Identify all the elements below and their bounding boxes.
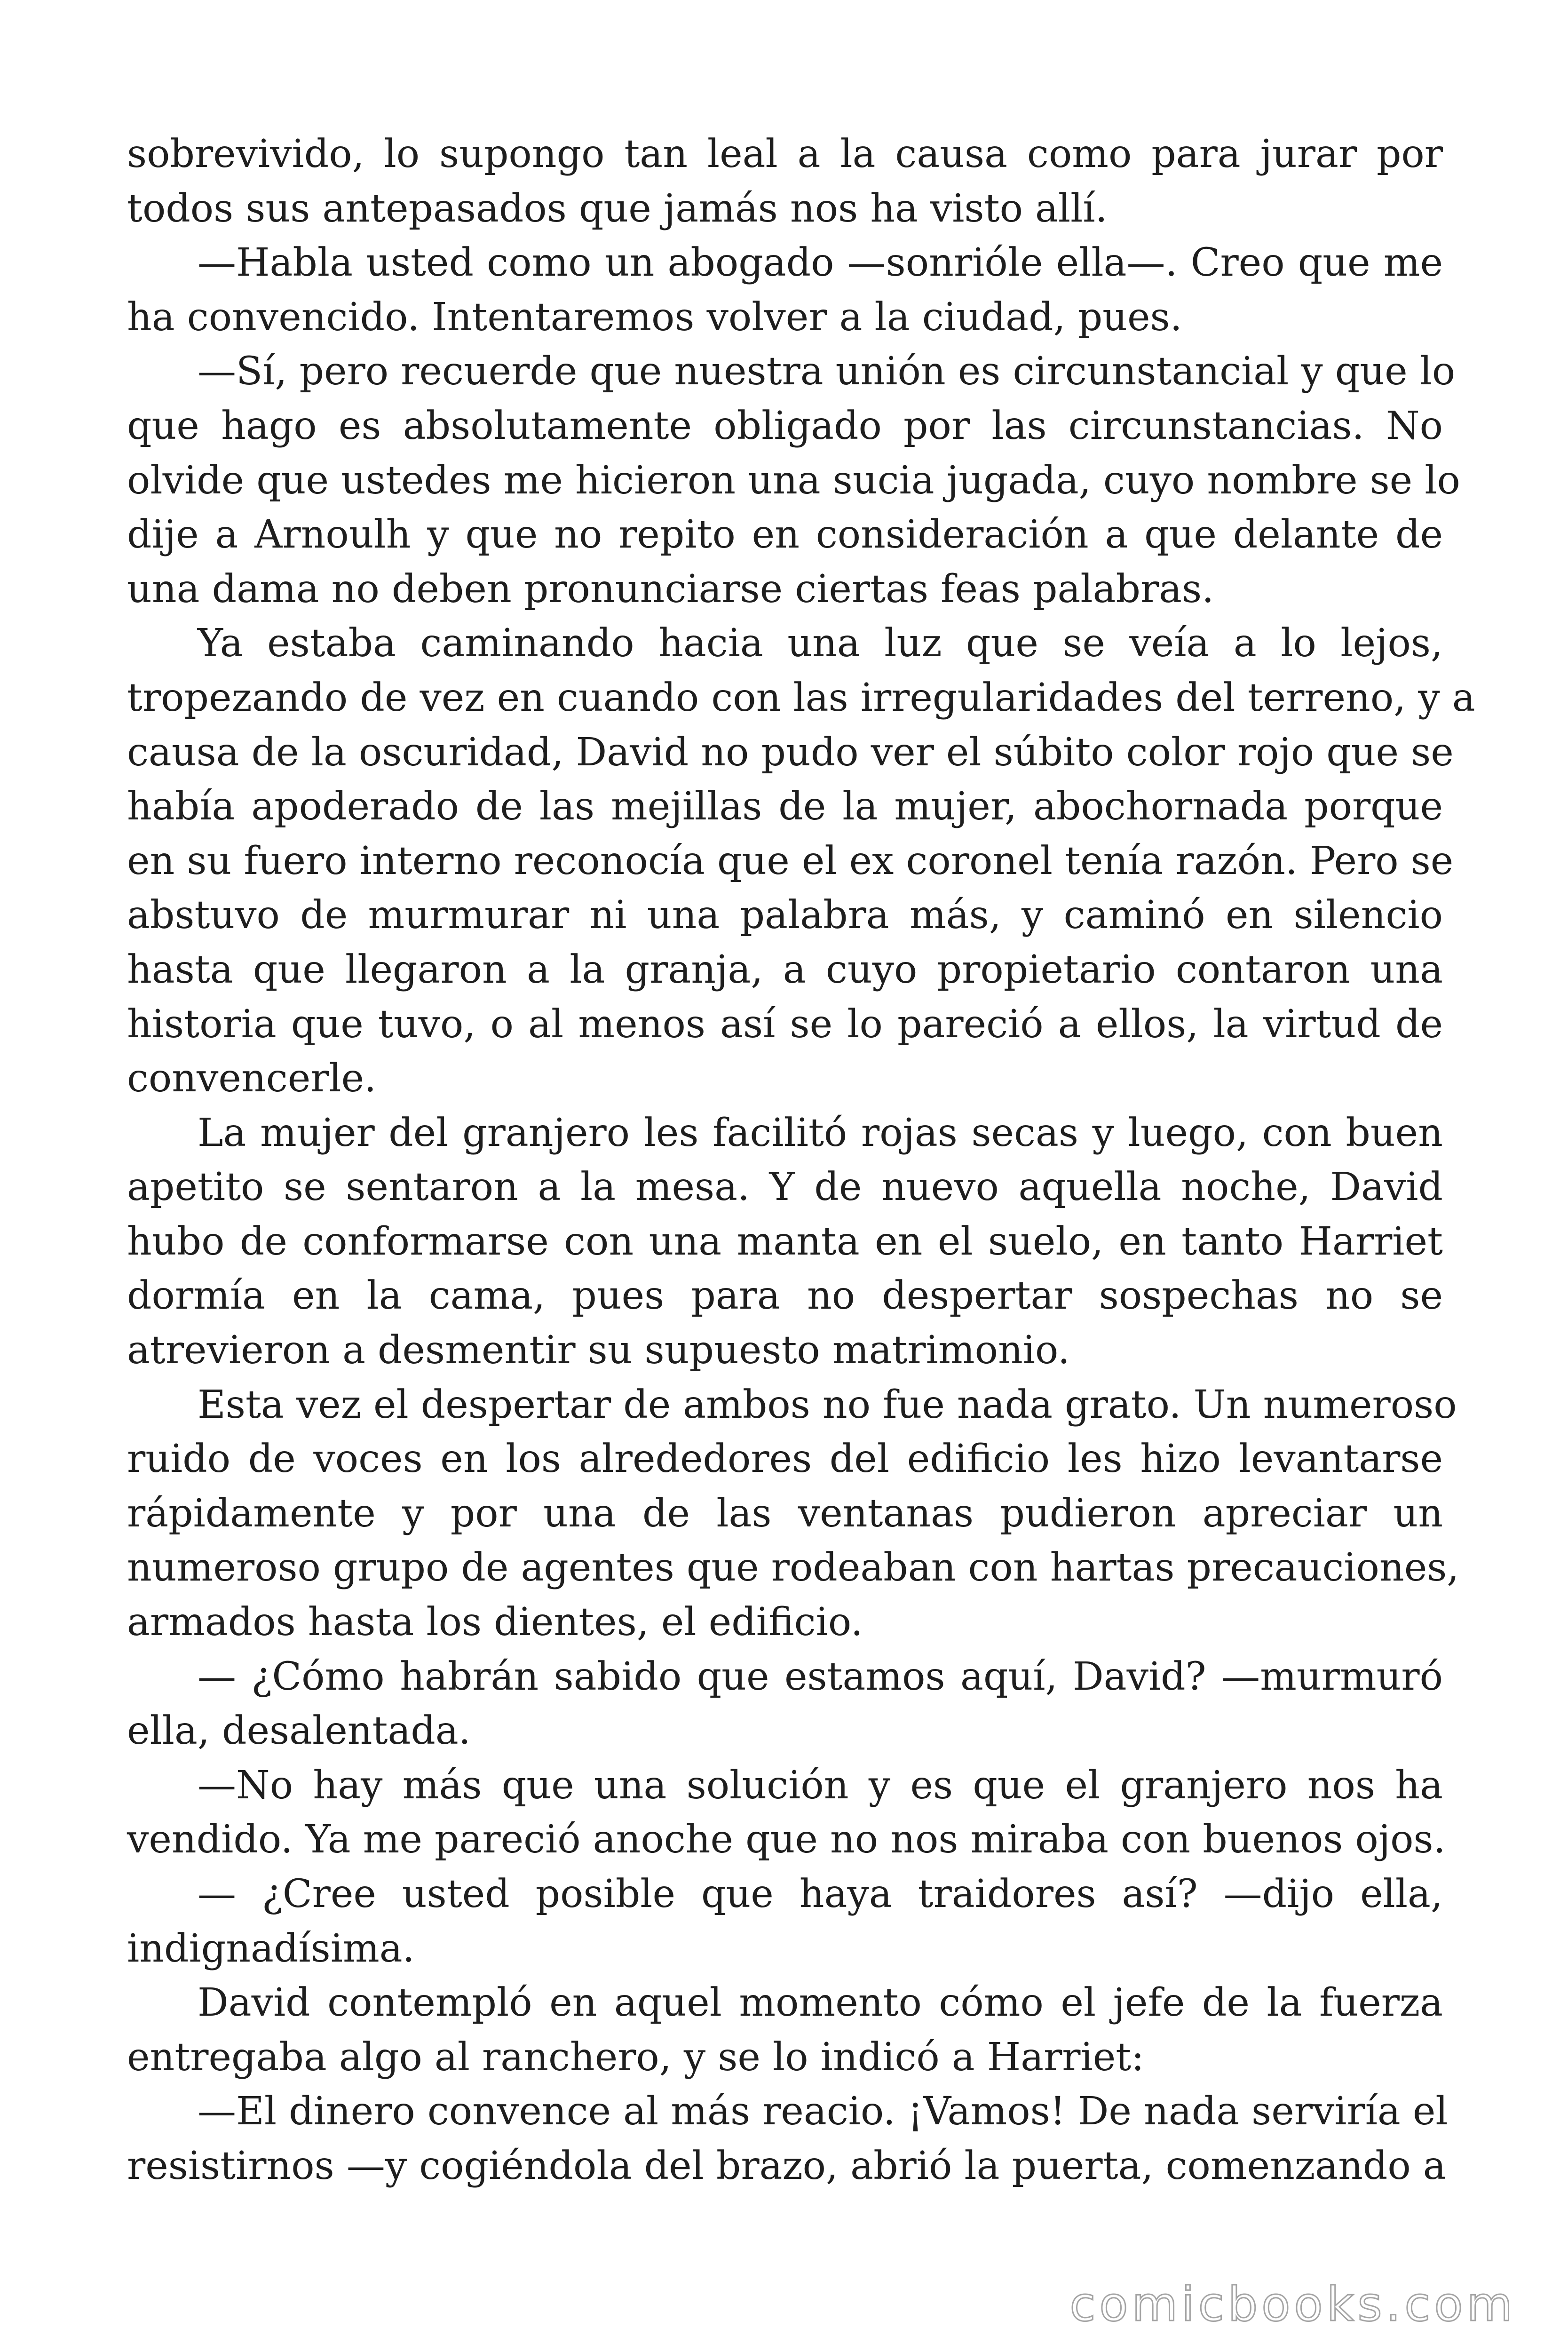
text-line: — ¿Cree usted posible que haya traidores así? —dijo ella, <box>198 1872 1443 1916</box>
text-line: indignadísima. <box>127 1926 415 1971</box>
text-line: una dama no deben pronunciarse ciertas feas palabras. <box>127 566 1214 612</box>
text-line: —El dinero convence al más reacio. ¡Vamos! De nada serviría el <box>198 2089 1448 2134</box>
text-line: numeroso grupo de agentes que rodeaban con hartas precauciones, <box>127 1545 1459 1590</box>
text-line: historia que tuvo, o al menos así se lo pareció a ellos, la virtud de <box>127 1001 1443 1047</box>
text-line: ella, desalentada. <box>127 1708 471 1754</box>
text-line: apetito se sentaron a la mesa. Y de nuevo aquella noche, David <box>127 1165 1443 1210</box>
text-line: dije a Arnoulh y que no repito en consideración a que delante de <box>127 512 1443 557</box>
text-line: —Sí, pero recuerde que nuestra unión es circunstancial y que lo <box>198 349 1456 394</box>
text-line: David contempló en aquel momento cómo el jefe de la fuerza <box>198 1980 1443 2026</box>
text-line: —No hay más que una solución y es que el granjero nos ha <box>198 1763 1443 1808</box>
text-line: resistirnos —y cogiéndola del brazo, abrió la puerta, comenzando a <box>127 2143 1446 2188</box>
text-line: armados hasta los dientes, el edificio. <box>127 1600 863 1645</box>
watermark-logo: comicbooks.com <box>1069 2277 1516 2332</box>
text-line: que hago es absolutamente obligado por las circunstancias. No <box>127 403 1443 448</box>
text-line: olvide que ustedes me hicieron una sucia jugada, cuyo nombre se lo <box>127 458 1460 503</box>
text-line: había apoderado de las mejillas de la mujer, abochornada porque <box>127 784 1443 829</box>
text-line: sobrevivido, lo supongo tan leal a la causa como para jurar por <box>127 132 1443 176</box>
page-text <box>127 127 1475 2193</box>
text-line: hasta que llegaron a la granja, a cuyo propietario contaron una <box>127 947 1443 992</box>
text-line: Ya estaba caminando hacia una luz que se veía a lo lejos, <box>198 621 1443 666</box>
text-line: convencerle. <box>127 1056 377 1101</box>
text-line: ruido de voces en los alrededores del edificio les hizo levantarse <box>127 1437 1443 1482</box>
text-line: causa de la oscuridad, David no pudo ver el súbito color rojo que se <box>127 730 1454 775</box>
text-line: —Habla usted como un abogado —sonrióle ella—. Creo que me <box>198 240 1443 286</box>
text-line: atrevieron a desmentir su supuesto matrimonio. <box>127 1328 1070 1373</box>
text-line: tropezando de vez en cuando con las irregularidades del terreno, y a <box>127 675 1475 720</box>
text-line: abstuvo de murmurar ni una palabra más, y caminó en silencio <box>127 893 1443 938</box>
text-line: Esta vez el despertar de ambos no fue nada grato. Un numeroso <box>198 1382 1457 1427</box>
text-line: vendido. Ya me pareció anoche que no nos miraba con buenos ojos. <box>127 1817 1446 1862</box>
text-line: rápidamente y por una de las ventanas pudieron apreciar un <box>127 1491 1443 1536</box>
text-line: — ¿Cómo habrán sabido que estamos aquí, David? —murmuró <box>198 1654 1443 1699</box>
text-line: todos sus antepasados que jamás nos ha visto allí. <box>127 186 1108 231</box>
text-line: entregaba algo al ranchero, y se lo indicó a Harriet: <box>127 2034 1144 2080</box>
text-line: en su fuero interno reconocía que el ex coronel tenía razón. Pero se <box>127 838 1454 883</box>
text-line: ha convencido. Intentaremos volver a la ciudad, pues. <box>127 294 1182 340</box>
text-line: dormía en la cama, pues para no despertar sospechas no se <box>127 1273 1443 1319</box>
text-line: hubo de conformarse con una manta en el suelo, en tanto Harriet <box>127 1219 1443 1264</box>
text-line: La mujer del granjero les facilitó rojas secas y luego, con buen <box>198 1110 1443 1155</box>
